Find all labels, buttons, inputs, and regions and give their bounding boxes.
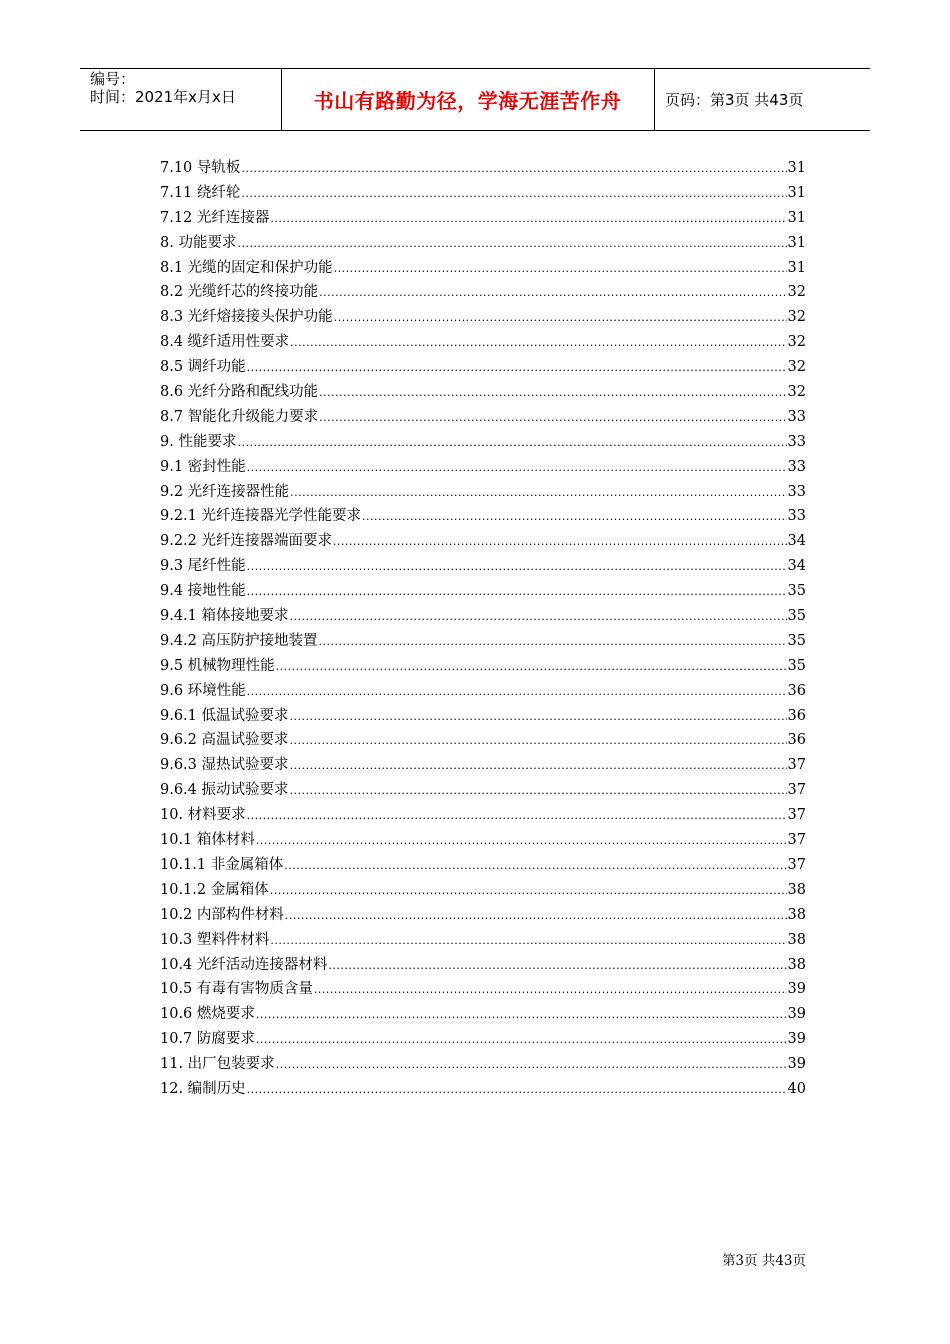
toc-entry[interactable] [160,753,806,778]
toc-entry-label: 9.6.3 湿热试验要求 [160,757,289,774]
toc-leader-dots [290,610,787,623]
toc-entry-label: 10.5 有毒有害物质含量 [160,981,313,998]
toc-entry-label: 10.1 箱体材料 [160,832,255,849]
toc-entry-label: 9.2 光纤连接器性能 [160,483,290,500]
toc-entry[interactable] [160,330,806,355]
toc-entry-label: 7.11 绕纤轮 [160,184,241,201]
toc-leader-dots [256,1008,787,1021]
toc-entry-label: 8.5 调纤功能 [160,359,246,376]
toc-entry[interactable] [160,629,806,654]
toc-entry-label: 10.6 燃烧要求 [160,1006,255,1023]
toc-entry-label: 9.5 机械物理性能 [160,657,275,674]
toc-entry-page: 39 [787,981,806,998]
toc-entry-page: 32 [787,334,806,351]
toc-leader-dots [270,934,786,947]
toc-entry[interactable] [160,903,806,928]
toc-entry-label: 10.3 塑料件材料 [160,931,270,948]
toc-entry[interactable] [160,156,806,181]
toc-entry[interactable] [160,231,806,256]
toc-entry[interactable] [160,1027,806,1052]
toc-entry-label: 8.1 光缆的固定和保护功能 [160,259,333,276]
toc-entry-page: 37 [787,807,806,824]
toc-entry[interactable] [160,529,806,554]
toc-entry[interactable] [160,977,806,1002]
toc-entry-label: 9.6.1 低温试验要求 [160,707,289,724]
toc-entry[interactable] [160,579,806,604]
toc-leader-dots [237,436,786,449]
table-of-contents [160,156,806,1102]
toc-entry[interactable] [160,455,806,480]
toc-entry-page: 31 [787,160,806,176]
toc-entry[interactable] [160,1077,806,1102]
toc-entry-page: 34 [787,558,806,575]
toc-entry[interactable] [160,554,806,579]
toc-entry-label: 8.2 光缆纤芯的终接功能 [160,284,319,301]
toc-entry[interactable] [160,305,806,330]
toc-entry[interactable] [160,355,806,380]
toc-entry-label: 8. 功能要求 [160,234,237,251]
toc-leader-dots [290,710,787,723]
toc-entry-page: 34 [787,533,806,550]
toc-entry[interactable] [160,181,806,206]
toc-leader-dots [270,884,787,897]
toc-entry-label: 9.2.2 光纤连接器端面要求 [160,533,333,550]
toc-leader-dots [319,286,786,299]
toc-entry-page: 36 [787,732,806,749]
toc-leader-dots [290,784,787,797]
toc-entry[interactable] [160,878,806,903]
toc-entry-page: 32 [787,384,806,401]
toc-entry[interactable] [160,280,806,305]
toc-leader-dots [247,685,787,698]
page-footer: 第3页 共43页 [721,1253,806,1269]
toc-leader-dots [247,585,787,598]
header-number-label: 编号： [90,70,136,88]
toc-entry[interactable] [160,1002,806,1027]
toc-entry-page: 35 [787,608,806,625]
toc-entry-page: 33 [787,483,806,500]
toc-entry[interactable] [160,928,806,953]
toc-entry-label: 9.4 接地性能 [160,583,246,600]
toc-leader-dots [334,262,787,275]
toc-entry[interactable] [160,778,806,803]
toc-entry[interactable] [160,853,806,878]
toc-entry-page: 38 [787,881,806,898]
toc-entry-page: 32 [787,309,806,326]
toc-entry[interactable] [160,430,806,455]
toc-entry-label: 7.10 导轨板 [160,160,241,176]
toc-entry-label: 9.6.4 振动试验要求 [160,782,289,799]
header-time-label: 时间：2021年x月x日 [90,88,236,106]
toc-entry-page: 35 [787,657,806,674]
toc-leader-dots [362,510,787,523]
toc-entry-label: 10.2 内部构件材料 [160,906,284,923]
toc-leader-dots [241,187,786,200]
toc-leader-dots [333,535,787,548]
toc-leader-dots [284,859,786,872]
toc-entry-page: 36 [787,682,806,699]
toc-entry-label: 9.4.1 箱体接地要求 [160,608,289,625]
toc-entry-label: 9.6.2 高温试验要求 [160,732,289,749]
toc-entry-page: 39 [787,1031,806,1048]
toc-entry[interactable] [160,604,806,629]
page-header [80,68,870,131]
toc-entry-page: 33 [787,408,806,425]
toc-entry[interactable] [160,480,806,505]
toc-leader-dots [237,237,786,250]
toc-entry-label: 10.1.2 金属箱体 [160,881,269,898]
toc-entry[interactable] [160,679,806,704]
toc-entry-label: 9.6 环境性能 [160,682,246,699]
header-page-cell [655,69,870,130]
toc-leader-dots [247,1083,787,1096]
toc-entry-page: 33 [787,508,806,525]
toc-entry-label: 9.2.1 光纤连接器光学性能要求 [160,508,362,525]
toc-leader-dots [334,311,787,324]
toc-leader-dots [290,734,787,747]
toc-entry-page: 31 [787,259,806,276]
toc-entry-label: 10. 材料要求 [160,807,246,824]
toc-entry-label: 8.4 缆纤适用性要求 [160,334,290,351]
toc-entry-page: 32 [787,284,806,301]
toc-leader-dots [285,909,787,922]
toc-entry-page: 31 [787,234,806,251]
toc-entry-page: 38 [787,956,806,973]
toc-leader-dots [314,983,787,996]
toc-entry-page: 37 [787,757,806,774]
header-motto: 书山有路勤为径，学海无涯苦作舟 [313,89,622,113]
toc-entry-page: 33 [787,433,806,450]
header-info-cell [80,69,282,130]
toc-leader-dots [256,834,787,847]
header-motto-cell [281,69,655,130]
toc-entry-label: 8.3 光纤熔接接头保护功能 [160,309,333,326]
toc-leader-dots [319,635,787,648]
toc-leader-dots [270,212,786,225]
toc-entry-label: 8.7 智能化升级能力要求 [160,408,319,425]
toc-leader-dots [247,361,787,374]
toc-entry-page: 37 [787,782,806,799]
toc-entry[interactable] [160,1052,806,1077]
toc-leader-dots [290,486,786,499]
toc-entry-label: 10.4 光纤活动连接器材料 [160,956,328,973]
toc-entry-page: 39 [787,1006,806,1023]
toc-entry[interactable] [160,380,806,405]
toc-entry-label: 9.3 尾纤性能 [160,558,246,575]
toc-entry-label: 12. 编制历史 [160,1080,246,1097]
toc-entry-page: 38 [787,906,806,923]
toc-leader-dots [247,560,787,573]
toc-entry-page: 31 [787,209,806,226]
toc-entry-label: 9. 性能要求 [160,433,237,450]
toc-leader-dots [256,1033,787,1046]
toc-entry-label: 9.1 密封性能 [160,458,246,475]
toc-entry-label: 9.4.2 高压防护接地装置 [160,632,318,649]
toc-entry[interactable] [160,803,806,828]
toc-entry-label: 10.7 防腐要求 [160,1031,255,1048]
toc-entry-label: 8.6 光纤分路和配线功能 [160,384,319,401]
toc-entry-page: 40 [787,1080,806,1097]
toc-entry[interactable] [160,953,806,978]
toc-entry-page: 37 [787,856,806,873]
toc-leader-dots [290,336,786,349]
toc-leader-dots [276,1058,787,1071]
toc-leader-dots [290,759,787,772]
toc-leader-dots [319,411,786,424]
header-page-code: 页码：第3页 共43页 [665,91,804,109]
toc-leader-dots [247,461,787,474]
toc-entry-page: 33 [787,458,806,475]
toc-entry-page: 38 [787,931,806,948]
toc-entry[interactable] [160,654,806,679]
toc-entry-label: 11. 出厂包装要求 [160,1056,275,1073]
toc-entry[interactable] [160,828,806,853]
toc-entry-page: 35 [787,583,806,600]
toc-entry[interactable] [160,405,806,430]
toc-entry-label: 10.1.1 非金属箱体 [160,856,284,873]
toc-leader-dots [247,809,787,822]
toc-entry-page: 32 [787,359,806,376]
toc-entry-page: 35 [787,632,806,649]
toc-entry-label: 7.12 光纤连接器 [160,209,270,226]
toc-leader-dots [319,386,786,399]
toc-entry[interactable] [160,206,806,231]
toc-entry[interactable] [160,704,806,729]
toc-leader-dots [276,660,787,673]
toc-entry-page: 39 [787,1056,806,1073]
toc-entry[interactable] [160,728,806,753]
toc-entry[interactable] [160,504,806,529]
toc-entry[interactable] [160,256,806,281]
toc-entry-page: 36 [787,707,806,724]
toc-entry-page: 31 [787,184,806,201]
toc-leader-dots [328,959,786,972]
toc-leader-dots [241,162,786,175]
toc-entry-page: 37 [787,832,806,849]
